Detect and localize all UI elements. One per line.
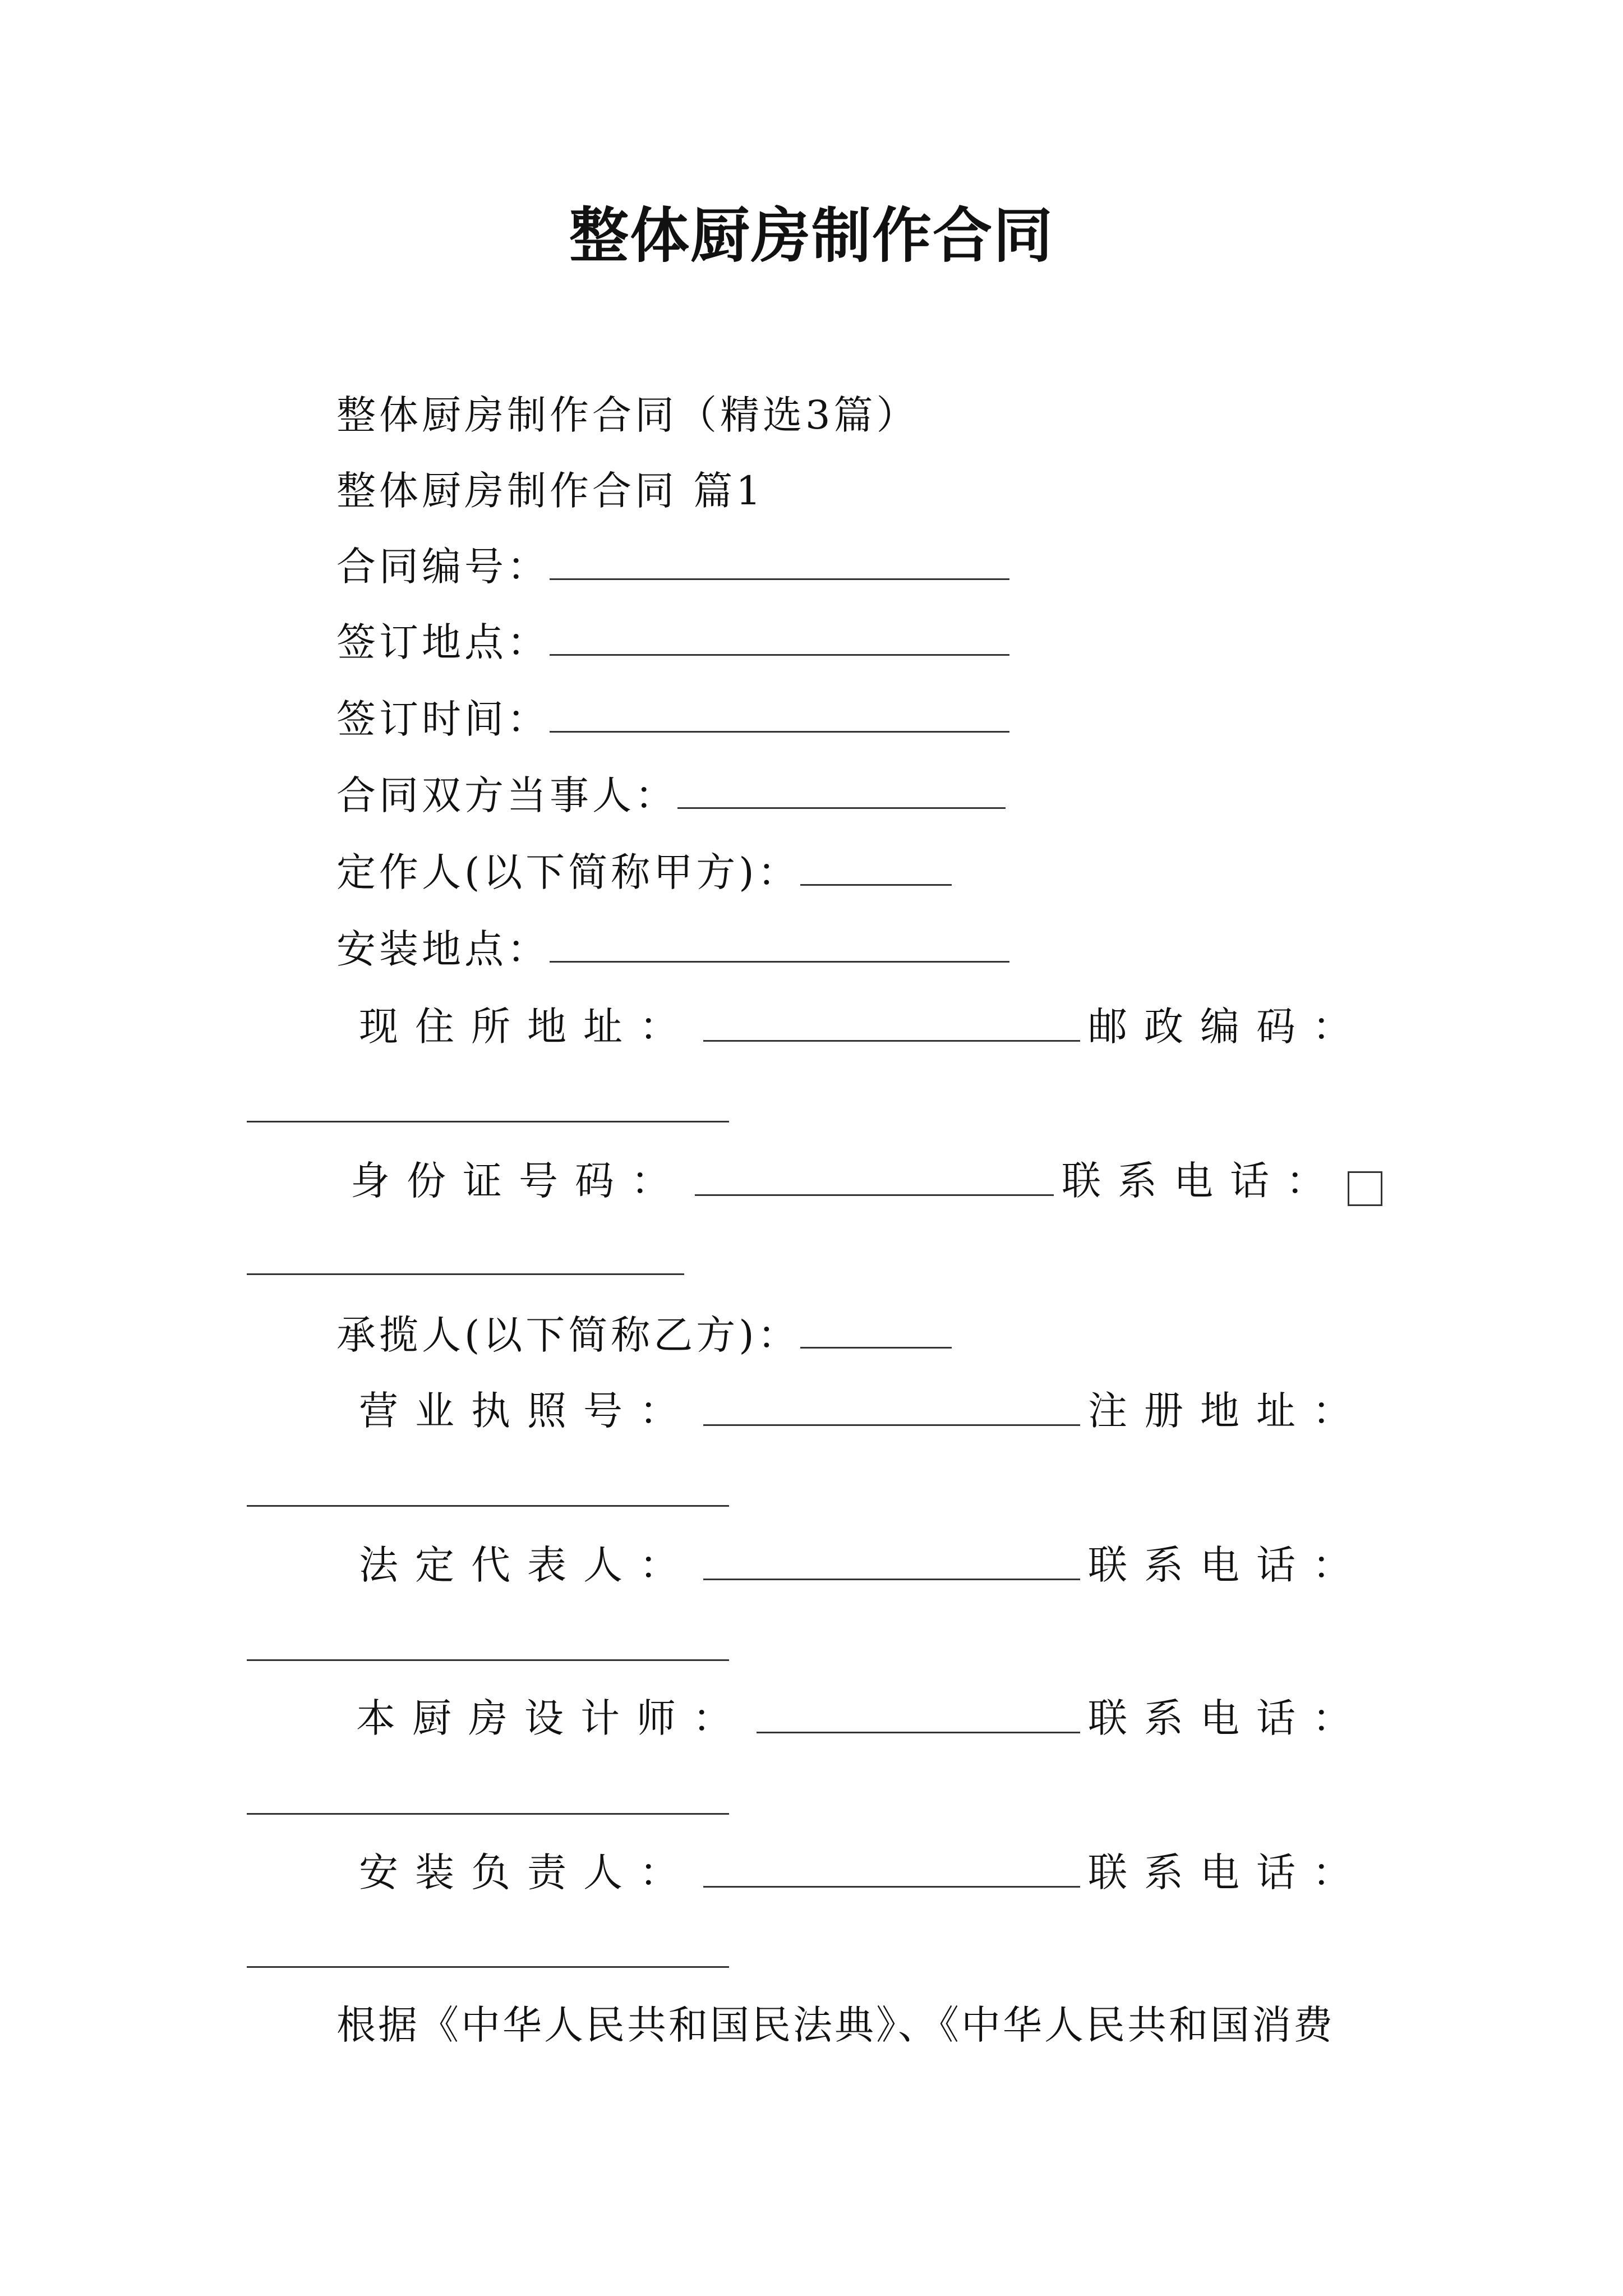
address-blank[interactable] (703, 1006, 1080, 1042)
designer-label: 本厨房设计师： (356, 1695, 749, 1741)
id-blank[interactable] (695, 1161, 1054, 1196)
install-place-blank[interactable] (550, 927, 1009, 963)
heading-line (336, 390, 919, 440)
id-phone-label: 联系电话： (1062, 1158, 1342, 1204)
sign-place-field (336, 617, 1009, 668)
id-phone-blank[interactable] (247, 1273, 684, 1275)
license-label: 营业执照号： (359, 1388, 695, 1434)
id-label: 身份证号码： (351, 1158, 687, 1204)
install-place-field (336, 924, 1009, 974)
designer-phone-blank[interactable] (247, 1813, 729, 1815)
party-a-field (336, 847, 952, 898)
sign-place-blank[interactable] (550, 620, 1009, 656)
sign-time-blank[interactable] (550, 697, 1009, 733)
parties-field (336, 770, 1006, 821)
contract-no-label: 合同编号： (336, 544, 550, 590)
legal-rep-blank[interactable] (703, 1545, 1080, 1580)
postcode-label: 邮政编码： (1088, 1004, 1368, 1050)
legal-rep-label: 法定代表人： (359, 1542, 695, 1588)
address-row (359, 1001, 1368, 1052)
parties-label: 合同双方当事人： (336, 772, 677, 818)
party-b-label: 承揽人(以下简称乙方)： (336, 1312, 800, 1358)
sign-time-label: 签订时间： (336, 696, 550, 742)
installer-phone-blank[interactable] (247, 1966, 729, 1968)
reg-address-blank[interactable] (247, 1505, 729, 1507)
reg-address-label: 注册地址： (1088, 1388, 1368, 1434)
party-a-blank[interactable] (800, 850, 952, 886)
checkbox-icon[interactable] (1348, 1171, 1382, 1206)
license-blank[interactable] (703, 1391, 1080, 1426)
install-place-label: 安装地点： (336, 926, 550, 972)
license-row (359, 1386, 1368, 1436)
designer-blank[interactable] (757, 1698, 1080, 1733)
postcode-blank[interactable] (247, 1121, 729, 1122)
document-title: 整体厨房制作合同 (569, 200, 1054, 270)
installer-phone-label: 联系电话： (1088, 1849, 1368, 1895)
sign-time-field (336, 694, 1009, 744)
legal-rep-row (359, 1540, 1368, 1590)
installer-row (359, 1847, 1368, 1898)
contract-no-blank[interactable] (550, 545, 1009, 580)
legal-rep-phone-label: 联系电话： (1088, 1542, 1368, 1588)
party-a-label: 定作人(以下简称甲方)： (336, 849, 800, 895)
installer-label: 安装负责人： (359, 1849, 695, 1895)
address-label: 现住所地址： (359, 1004, 695, 1050)
subheading-line (336, 466, 764, 516)
designer-phone-label: 联系电话： (1088, 1695, 1368, 1741)
contract-subheading: 整体厨房制作合同 篇1 (336, 468, 764, 514)
installer-blank[interactable] (703, 1852, 1080, 1888)
closing-line (336, 2000, 1335, 2050)
legal-rep-phone-blank[interactable] (247, 1659, 729, 1661)
contract-heading: 整体厨房制作合同（精选3篇） (336, 392, 919, 438)
designer-row (356, 1693, 1368, 1743)
contract-no-field (336, 541, 1009, 592)
party-b-field (336, 1310, 952, 1360)
party-b-blank[interactable] (800, 1313, 952, 1349)
id-row (351, 1156, 1382, 1206)
sign-place-label: 签订地点： (336, 619, 550, 665)
closing-text: 根据《中华人民共和国民法典》、《中华人民共和国消费 (336, 2002, 1335, 2048)
parties-blank[interactable] (677, 774, 1006, 809)
